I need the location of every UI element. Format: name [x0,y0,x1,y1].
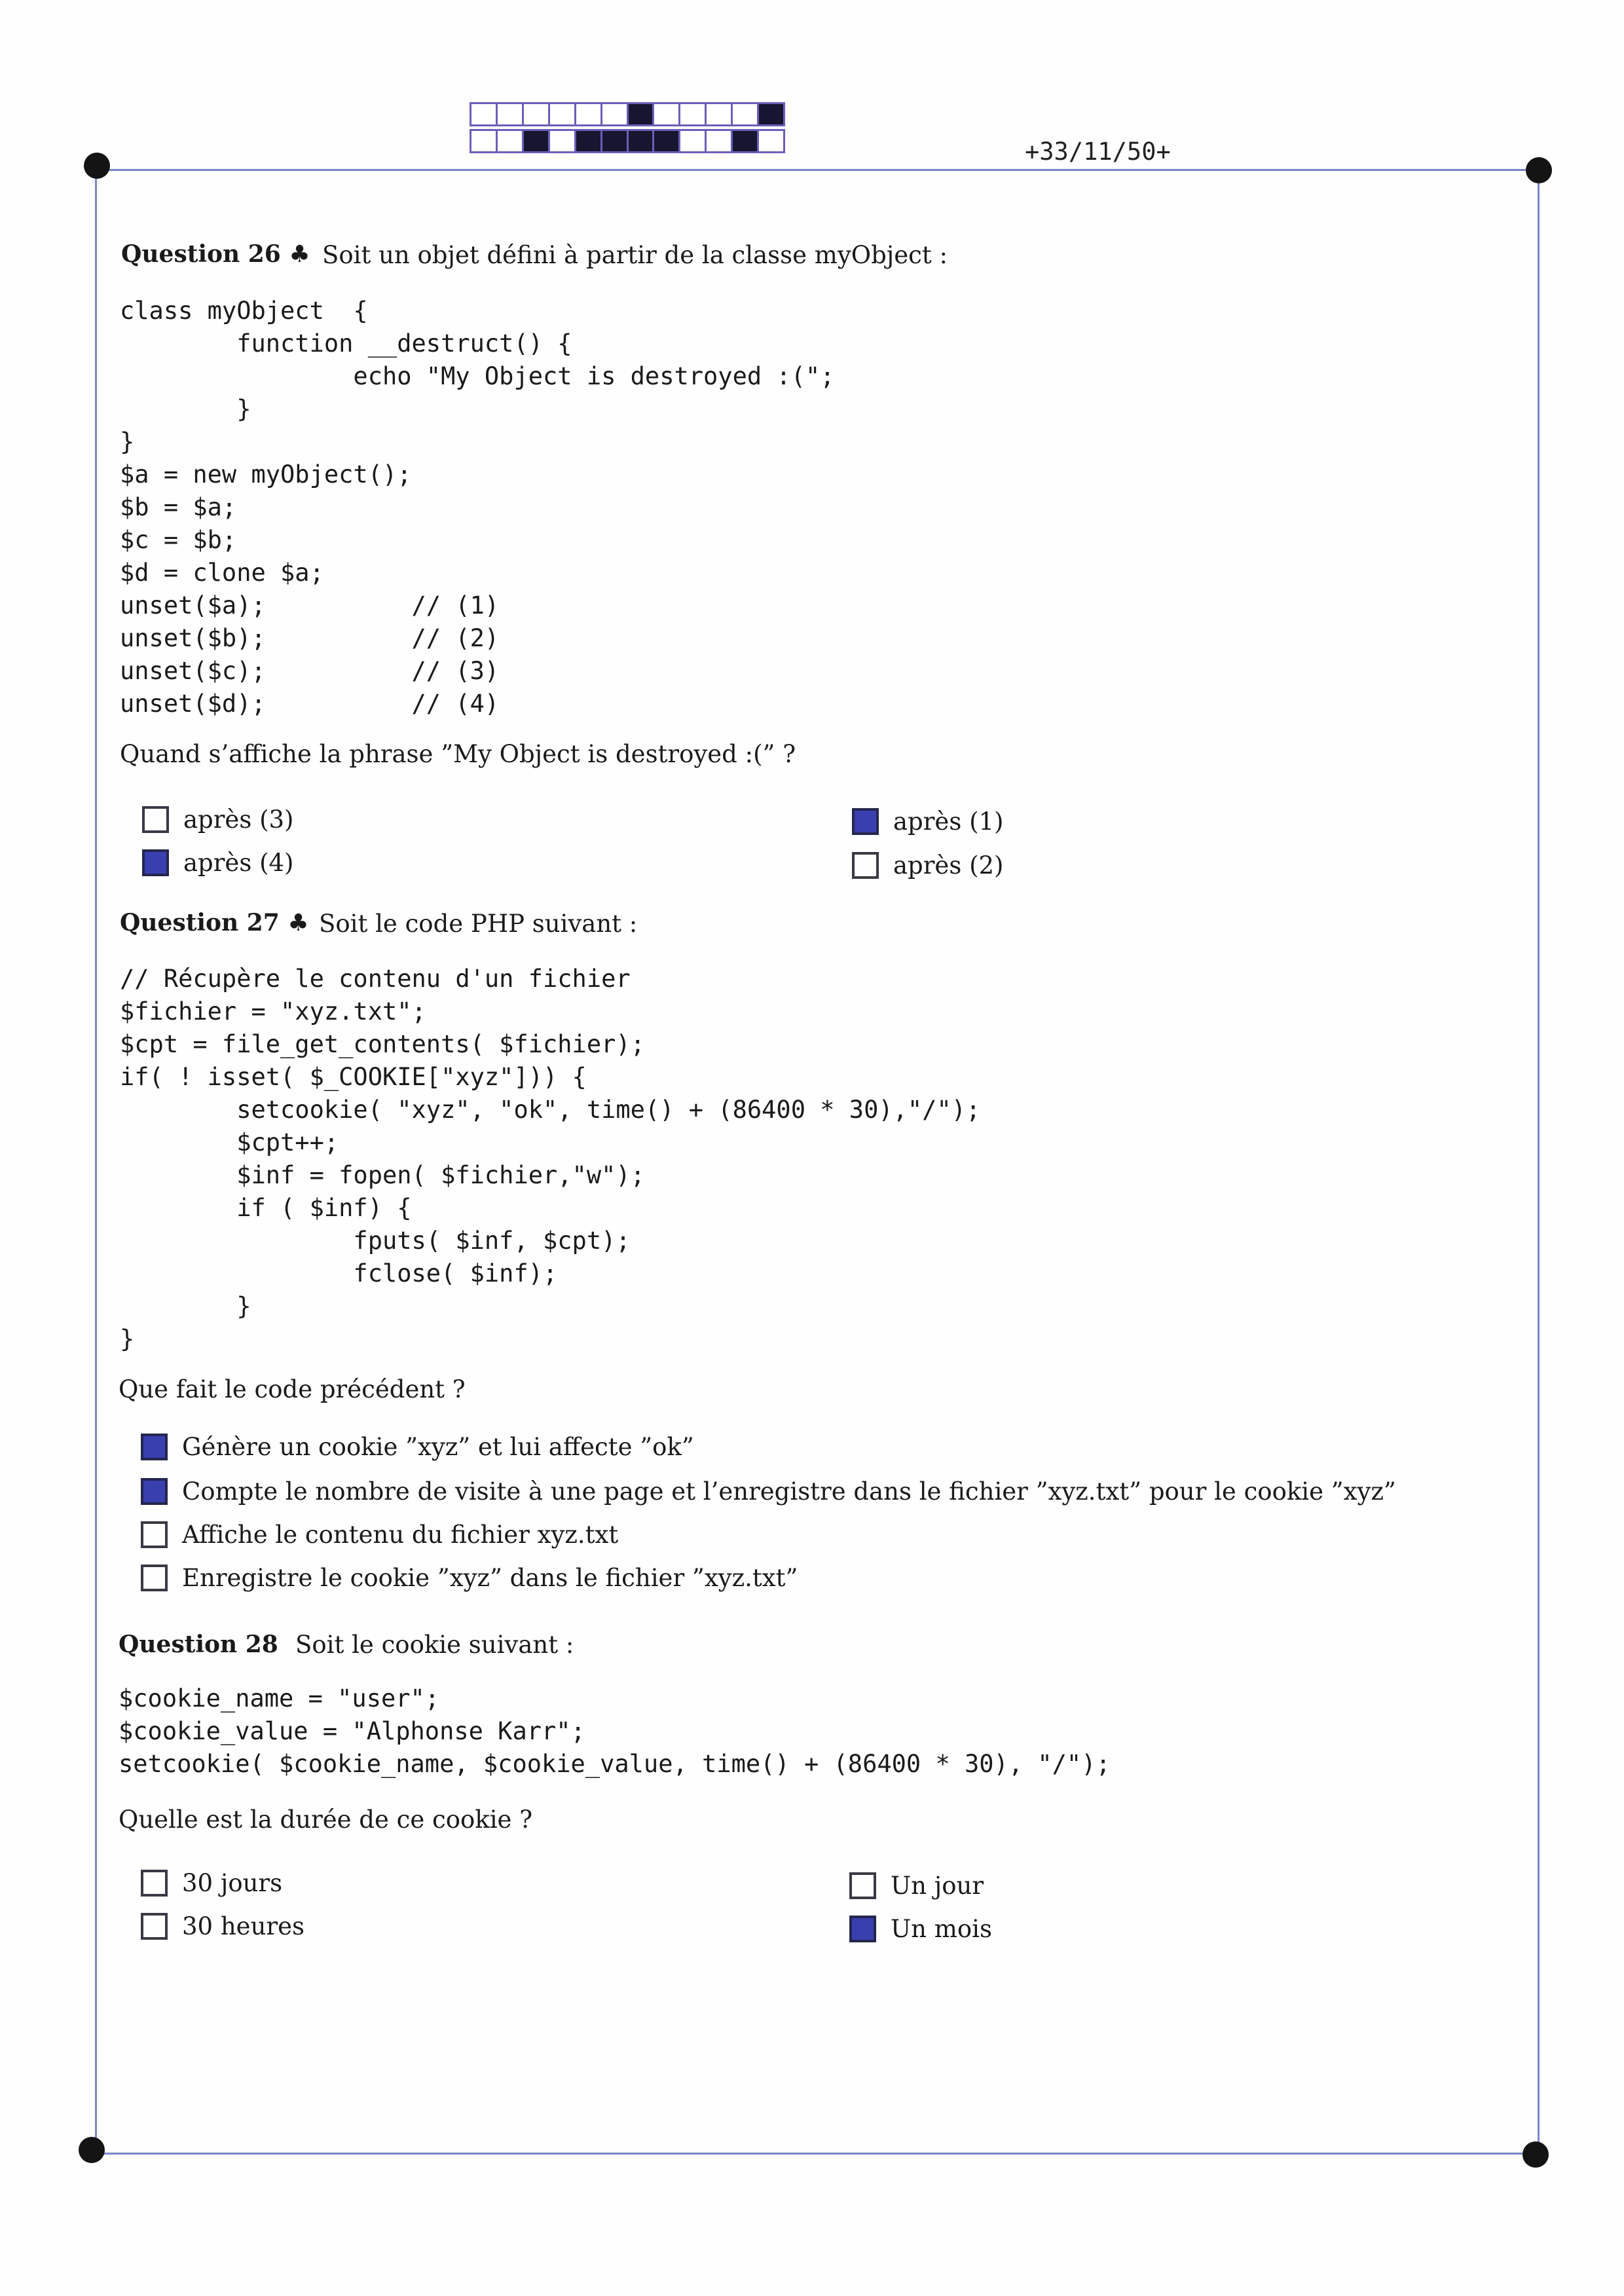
barcode-cell [550,131,576,151]
barcode-cell [654,131,680,151]
page-barcode [470,102,785,156]
question-28-prompt: Quelle est la durée de ce cookie ? [119,1805,533,1834]
barcode-cell [707,104,733,124]
barcode-cell [498,104,524,124]
q26-choice-1-label: après (3) [183,805,294,834]
q28-choice-3-checkbox[interactable] [849,1872,876,1899]
q28-choice-4-checkbox[interactable] [849,1916,876,1942]
question-27-prompt: Que fait le code précédent ? [119,1375,466,1403]
corner-marker-bottom-left [79,2137,105,2163]
q27-choice-3[interactable] [141,1521,618,1549]
q27-choice-2[interactable] [141,1477,1396,1506]
barcode-cell [602,131,629,151]
q26-choice-4-checkbox[interactable] [852,852,879,879]
barcode-cell [471,131,498,151]
q26-choice-4-label: après (2) [893,851,1004,880]
barcode-cell [471,104,498,124]
corner-marker-top-right [1526,157,1552,183]
q27-choice-4-checkbox[interactable] [141,1565,168,1591]
question-26-prompt: Quand s’affiche la phrase ”My Object is destroyed :(” ? [120,740,796,768]
barcode-cell [733,131,759,151]
q26-choice-3-label: après (1) [893,807,1004,836]
q27-choice-3-checkbox[interactable] [141,1521,168,1548]
q27-choice-4[interactable] [141,1564,798,1592]
q28-choice-4-label: Un mois [891,1915,992,1943]
barcode-cell [654,104,680,124]
barcode-cell [524,104,550,124]
q26-choice-3[interactable] [852,807,1004,836]
q28-choice-2[interactable] [141,1912,304,1940]
barcode-cell [629,104,655,124]
barcode-cell [550,104,576,124]
q27-choice-1[interactable] [141,1433,694,1461]
barcode-cell [576,131,602,151]
question-28-code: $cookie_name = "user"; $cookie_value = "Alphonse Karr"; setcookie( $cookie_name, $cookie_value, time() + (86400 * 30), "/"); [119,1684,1111,1778]
question-26-intro: Soit un objet défini à partir de la classe myObject : [322,241,948,269]
corner-marker-bottom-right [1522,2141,1549,2168]
barcode-cell [733,104,759,124]
barcode-cell [680,131,707,151]
barcode-cell [576,104,602,124]
question-27-title: Question 27 ♣ [120,909,309,936]
q26-choice-4[interactable] [852,851,1004,880]
question-27-intro: Soit le code PHP suivant : [319,910,638,938]
q28-choice-1-label: 30 jours [182,1869,283,1897]
q28-choice-4[interactable] [849,1915,992,1943]
frame-right-line [1538,169,1540,2153]
question-26-title: Question 26 ♣ [121,240,310,268]
q27-choice-4-label: Enregistre le cookie ”xyz” dans le fichier ”xyz.txt” [182,1564,798,1592]
barcode-row-1 [470,102,785,126]
corner-marker-top-left [84,153,110,179]
barcode-cell [498,131,524,151]
frame-top-line [98,169,1536,171]
barcode-row-2 [470,129,785,153]
barcode-cell [680,104,707,124]
q28-choice-2-label: 30 heures [182,1912,304,1940]
frame-left-line [95,169,97,2153]
q28-choice-3[interactable] [849,1872,984,1900]
q26-choice-2-label: après (4) [183,849,294,877]
q27-choice-2-label: Compte le nombre de visite à une page et l’enregistre dans le fichier ”xyz.txt” pour le cookie ”xyz” [182,1477,1396,1506]
q27-choice-3-label: Affiche le contenu du fichier xyz.txt [182,1521,619,1549]
frame-bottom-line [92,2153,1536,2155]
question-28-intro: Soit le cookie suivant : [295,1631,574,1659]
q27-choice-1-label: Génère un cookie ”xyz” et lui affecte ”ok” [182,1433,694,1461]
barcode-cell [759,104,783,124]
barcode-cell [759,131,783,151]
q28-choice-1-checkbox[interactable] [141,1870,168,1897]
q26-choice-1[interactable] [142,805,294,834]
question-26-code: class myObject { function __destruct() { echo "My Object is destroyed :("; } } $a = new myObject(); $b = $a; $c = $b; $d = clone $a; unset($a); // (1) unset($b); // (2) unset($c); // (3) unset($d); // (4) [120,297,835,718]
q28-choice-3-label: Un jour [891,1872,984,1900]
q26-choice-1-checkbox[interactable] [142,806,169,833]
question-27-code: // Récupère le contenu d'un fichier $fichier = "xyz.txt"; $cpt = file_get_contents( $fichier); if( ! isset( $_COOKIE["xyz"])) { setcookie( "xyz", "ok", time() + (86400 * 30),"/"); $cpt++; $inf = fopen( $fichier,"w"); if ( $inf) { fputs( $inf, $cpt); fclose( $inf); } } [120,965,981,1353]
q27-choice-2-checkbox[interactable] [141,1478,168,1505]
barcode-cell [524,131,550,151]
q26-choice-2-checkbox[interactable] [142,849,169,876]
q28-choice-2-checkbox[interactable] [141,1913,168,1940]
barcode-cell [602,104,629,124]
q28-choice-1[interactable] [141,1869,282,1897]
page-identifier: +33/11/50+ [1025,138,1171,166]
question-28-title: Question 28 [119,1631,278,1658]
q27-choice-1-checkbox[interactable] [141,1434,168,1460]
q26-choice-2[interactable] [142,849,294,877]
q26-choice-3-checkbox[interactable] [852,808,879,835]
barcode-cell [707,131,733,151]
barcode-cell [629,131,655,151]
